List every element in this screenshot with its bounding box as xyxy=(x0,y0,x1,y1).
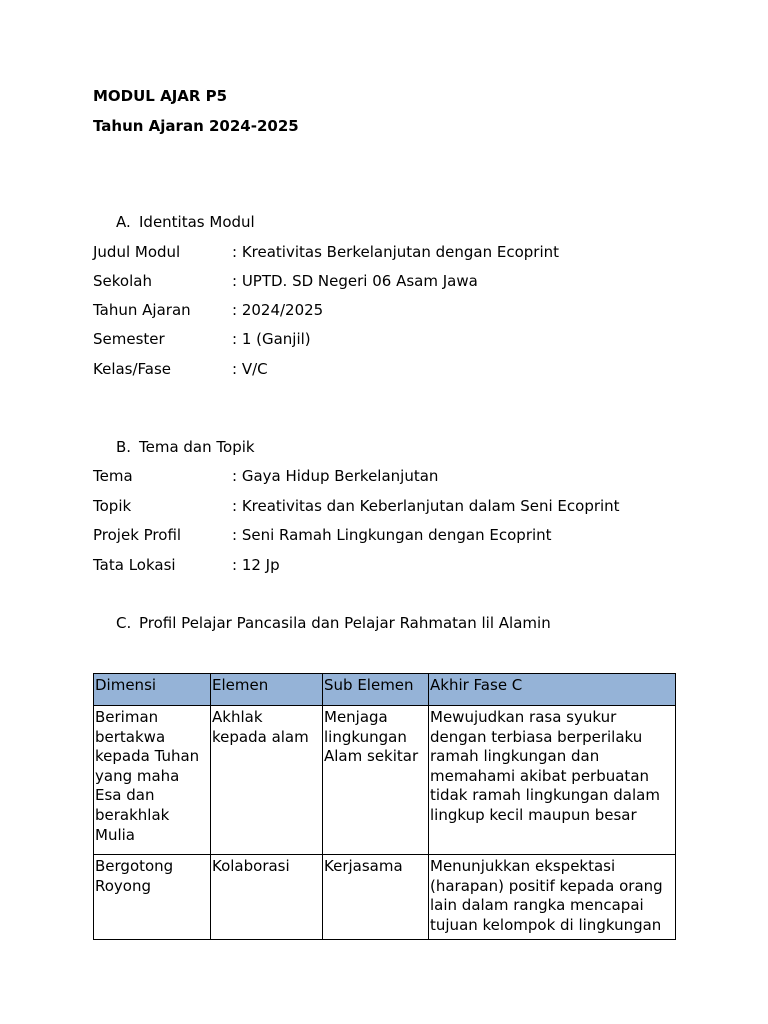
projek-profil-value: : Seni Ramah Lingkungan dengan Ecoprint xyxy=(232,526,552,544)
column-header-elemen: Elemen xyxy=(211,674,323,706)
tema-value: : Gaya Hidup Berkelanjutan xyxy=(232,467,439,485)
kelas-fase-value: : V/C xyxy=(232,360,268,378)
semester-value: : 1 (Ganjil) xyxy=(232,330,311,348)
column-header-dimensi: Dimensi xyxy=(94,674,211,706)
column-header-akhir-fase: Akhir Fase C xyxy=(429,674,676,706)
section-b-letter: B. xyxy=(116,438,132,456)
table-cell-elemen: Kolaborasi xyxy=(211,855,323,940)
table-row xyxy=(94,855,676,940)
topik-value: : Kreativitas dan Keberlanjutan dalam Seni Ecoprint xyxy=(232,497,620,515)
sekolah-value: : UPTD. SD Negeri 06 Asam Jawa xyxy=(232,272,478,290)
section-a-letter: A. xyxy=(116,213,131,231)
table-cell-sub-elemen: Kerjasama xyxy=(323,855,429,940)
table-cell-elemen: Akhlak kepada alam xyxy=(211,706,323,855)
tahun-ajaran-value: : 2024/2025 xyxy=(232,301,324,319)
kelas-fase-label: Kelas/Fase xyxy=(93,360,172,378)
table-cell-akhir-fase: Mewujudkan rasa syukur dengan terbiasa berperilaku ramah lingkungan dan memahami akibat perbuatan tidak ramah lingkungan dalam lingkup kecil maupun besar xyxy=(429,706,676,855)
table-cell-sub-elemen: Menjaga lingkungan Alam sekitar xyxy=(323,706,429,855)
document-title: MODUL AJAR P5 xyxy=(93,87,228,105)
section-b-title: Tema dan Topik xyxy=(139,438,255,456)
section-c-title: Profil Pelajar Pancasila dan Pelajar Rahmatan lil Alamin xyxy=(139,614,551,632)
semester-label: Semester xyxy=(93,330,165,348)
table-cell-dimensi: Bergotong Royong xyxy=(94,855,211,940)
judul-modul-value: : Kreativitas Berkelanjutan dengan Ecoprint xyxy=(232,243,560,261)
projek-profil-label: Projek Profil xyxy=(93,526,182,544)
profil-table xyxy=(93,673,676,940)
sekolah-label: Sekolah xyxy=(93,272,152,290)
table-row xyxy=(94,706,676,855)
table-header-row xyxy=(94,674,676,706)
table-cell-akhir-fase: Menunjukkan ekspektasi (harapan) positif kepada orang lain dalam rangka mencapai tujuan kelompok di lingkungan xyxy=(429,855,676,940)
table-cell-dimensi: Beriman bertakwa kepada Tuhan yang maha Esa dan berakhlak Mulia xyxy=(94,706,211,855)
judul-modul-label: Judul Modul xyxy=(93,243,181,261)
tema-label: Tema xyxy=(93,467,133,485)
topik-label: Topik xyxy=(93,497,132,515)
document-subtitle: Tahun Ajaran 2024-2025 xyxy=(93,117,299,135)
tata-lokasi-value: : 12 Jp xyxy=(232,556,280,574)
column-header-sub-elemen: Sub Elemen xyxy=(323,674,429,706)
tahun-ajaran-label: Tahun Ajaran xyxy=(93,301,191,319)
section-a-title: Identitas Modul xyxy=(139,213,255,231)
section-c-letter: C. xyxy=(116,614,132,632)
tata-lokasi-label: Tata Lokasi xyxy=(93,556,176,574)
